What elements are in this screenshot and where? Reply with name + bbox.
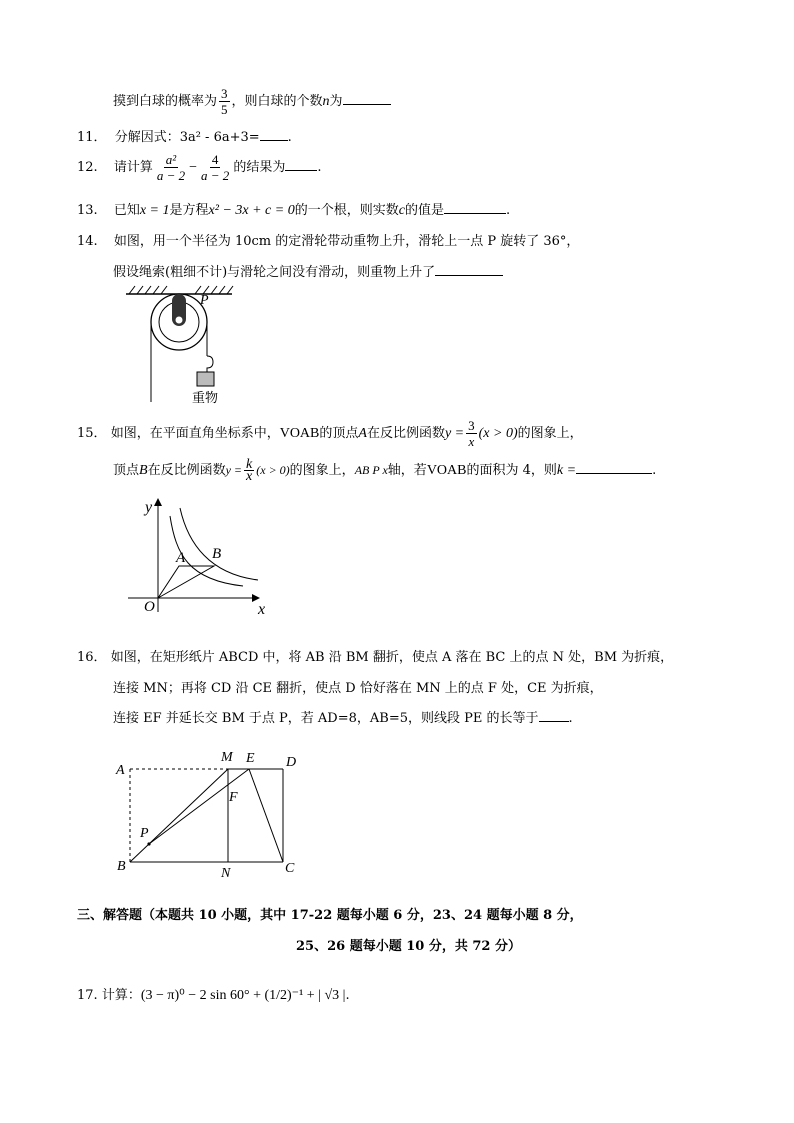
q15-k-var: k =	[556, 463, 577, 478]
q15-shape: VOAB	[279, 426, 320, 441]
q15-point-a: A	[358, 426, 367, 441]
q10-frac-num: 3	[221, 86, 228, 101]
q11-text: 分解因式：3a² - 6a+3=	[114, 130, 260, 145]
label-weight: 重物	[192, 390, 219, 405]
q16-line3	[113, 707, 573, 726]
q14-line2	[113, 261, 503, 280]
segment-ep	[149, 769, 249, 844]
q16-answer-blank[interactable]	[539, 721, 569, 722]
q13-end: .	[505, 203, 511, 218]
q14-text-line1: 如图，用一个半径为 10cm 的定滑轮带动重物上升，滑轮上一点 P 旋转了 36°，	[113, 234, 580, 249]
q14-answer-blank[interactable]	[435, 275, 503, 276]
q12-frac2-num: 4	[211, 152, 219, 167]
label-d: D	[286, 755, 297, 770]
q14-pulley-figure	[120, 284, 245, 406]
point-p-dot	[147, 842, 150, 845]
q15-line1	[77, 418, 583, 449]
q14-number: 14.	[77, 234, 98, 249]
q15-text-b: 的顶点	[319, 426, 359, 441]
q15-end: .	[652, 463, 657, 478]
q16-text-line2: 连接 MN；再将 CD 沿 CE 翻折，使点 D 恰好落在 MN 上的点 F 处，CE 为折痕，	[113, 681, 603, 696]
q15-point-b: B	[139, 463, 148, 478]
q10-answer-blank[interactable]	[343, 104, 391, 105]
q17-expression: (3 − π)⁰ − 2 sin 60° + (1/2)⁻¹ + | √3 |	[140, 988, 346, 1003]
q15-func1-num: 3	[468, 418, 475, 433]
q12-frac2-den: a − 2	[201, 168, 230, 183]
q15-func1-lhs: y =	[444, 426, 465, 441]
q13-answer-blank[interactable]	[444, 213, 506, 214]
label-p: P	[140, 826, 149, 841]
q15-text-c: 在反比例函数	[366, 426, 445, 441]
q13-number: 13.	[77, 203, 98, 218]
q11-number: 11．	[77, 130, 107, 145]
label-point-a: A	[176, 550, 186, 566]
q16-text-line1: 如图，在矩形纸片 ABCD 中，将 AB 沿 BM 翻折，使点 A 落在 BC 上的点 N 处，BM 为折痕，	[110, 650, 674, 665]
section3-title-line2: 25、26 题每小题 10 分，共 72 分）	[296, 939, 521, 954]
q13-condition: x = 1	[139, 203, 170, 218]
q15-text-i: 的面积为 4，则	[466, 463, 557, 478]
q10-text-suffix: 为	[329, 94, 343, 109]
q16-number: 16．	[77, 650, 107, 665]
q15-text-g: 的图象上，	[289, 463, 355, 478]
label-e: E	[246, 751, 255, 766]
q15-func2-den: x	[246, 469, 253, 484]
q12-frac1-num: a²	[165, 152, 177, 167]
q12-fraction-1	[155, 152, 187, 183]
label-f: F	[229, 790, 238, 805]
hook	[207, 356, 213, 372]
q16-text-line3: 连接 EF 并延长交 BM 于点 P，若 AD=8，AB=5，则线段 PE 的长等于	[113, 711, 539, 726]
curve-y-k-over-x	[180, 508, 258, 580]
q15-text-h: 轴，若	[387, 463, 427, 478]
q13	[77, 199, 510, 219]
q16-rectangle-figure	[110, 744, 310, 880]
q10-var-n: n	[322, 94, 330, 109]
q15-func1-den: x	[468, 434, 475, 449]
q10-text-middle: ，则白球的个数	[231, 94, 323, 109]
q12-number: 12.	[77, 160, 98, 175]
q16-end: .	[568, 711, 573, 726]
q17	[77, 984, 350, 1004]
q15-answer-blank[interactable]	[576, 473, 652, 474]
q15-func2-domain: (x > 0)	[256, 463, 290, 477]
label-b: B	[117, 859, 126, 874]
q13-equation: x² − 3x + c = 0	[208, 203, 295, 218]
label-p: P	[200, 293, 209, 308]
q12-end: .	[317, 160, 322, 175]
q13-var-c: c	[398, 203, 405, 218]
label-origin: O	[144, 599, 155, 615]
q15-number: 15．	[77, 426, 107, 441]
q15-func1-fraction	[466, 418, 477, 449]
q15-relation: AB P x	[354, 463, 388, 477]
q15-text-e: 顶点	[113, 463, 140, 478]
q15-func2-fraction	[244, 459, 254, 482]
q11-end: .	[287, 130, 292, 145]
q12-minus: −	[189, 160, 198, 175]
q10-frac-den: 5	[221, 102, 228, 117]
q10-fraction	[219, 86, 230, 117]
weight-block	[197, 372, 214, 386]
q15-line2	[113, 459, 656, 482]
q11-answer-blank[interactable]	[260, 140, 288, 141]
section3-title-line1: 三、解答题（本题共 10 小题，其中 17-22 题每小题 6 分，23、24 题每小题 8 分，	[77, 908, 583, 923]
q17-number: 17.	[77, 988, 98, 1003]
label-x-axis: x	[258, 601, 266, 618]
q12-text-suffix: 的结果为	[233, 160, 286, 175]
q15-text-d: 的图象上，	[517, 426, 583, 441]
q13-text-suffix: 的值是	[404, 203, 444, 218]
fold-bm	[130, 769, 228, 862]
q15-coordinate-figure	[118, 494, 278, 618]
label-n: N	[221, 866, 231, 880]
q15-text-f: 在反比例函数	[147, 463, 226, 478]
q14-line1	[77, 230, 579, 249]
q16-line2	[113, 677, 603, 696]
q12-frac1-den: a − 2	[156, 168, 186, 183]
q12	[77, 152, 321, 183]
q15-func2-lhs: y =	[225, 463, 243, 477]
ceiling-hatch	[126, 286, 233, 294]
q12-fraction-2	[199, 152, 231, 183]
fold-ce	[249, 769, 283, 862]
q10-text-prefix: 摸到白球的概率为	[113, 94, 218, 109]
q12-text-prefix: 请计算	[113, 160, 153, 175]
q13-text-mid2: 的一个根，则实数	[294, 203, 399, 218]
q17-end: .	[345, 988, 350, 1003]
q16-line1	[77, 646, 673, 665]
label-m: M	[221, 750, 233, 765]
pulley-axle	[176, 317, 183, 324]
q10-continuation	[113, 86, 391, 117]
q15-text-a: 如图，在平面直角坐标系中，	[110, 426, 280, 441]
q14-text-line2: 假设绳索(粗细不计)与滑轮之间没有滑动，则重物上升了	[113, 265, 436, 280]
label-y-axis: y	[145, 499, 153, 516]
q13-text-mid1: 是方程	[169, 203, 209, 218]
q15-shape2: VOAB	[426, 463, 467, 478]
q17-text-prefix: 计算：	[101, 988, 141, 1003]
q11	[77, 126, 292, 145]
triangle-oab	[158, 566, 214, 598]
q15-func2-num: k	[246, 457, 253, 472]
label-a: A	[116, 763, 125, 778]
q13-text-prefix: 已知	[113, 203, 140, 218]
label-point-b: B	[212, 546, 222, 562]
q15-func1-domain: (x > 0)	[478, 426, 518, 441]
q12-answer-blank[interactable]	[285, 170, 317, 171]
label-c: C	[285, 861, 295, 876]
